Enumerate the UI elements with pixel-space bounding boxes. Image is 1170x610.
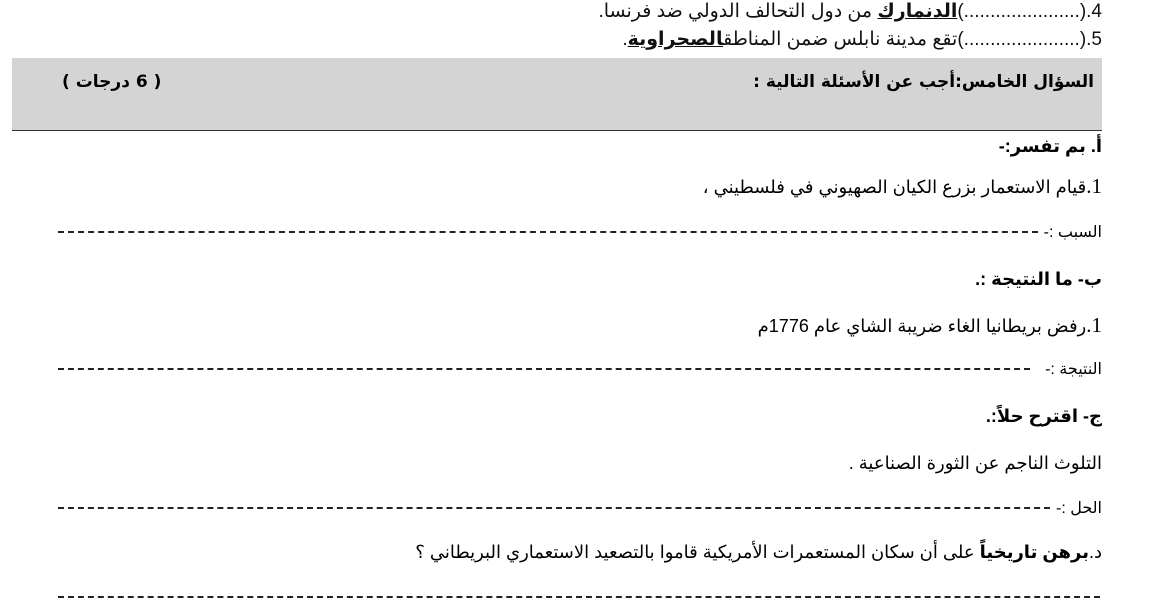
section-a-answer-line[interactable] [58, 231, 1038, 233]
section-d-answer-line[interactable] [58, 596, 1100, 598]
statement-4 [598, 0, 1102, 23]
section-d-question [415, 542, 1102, 563]
section-b-item-text: رفض بريطانيا الغاء ضريبة الشاي عام 1776م [757, 316, 1087, 336]
section-a-item-text: قيام الاستعمار بزرع الكيان الصهيوني في فلسطيني ، [702, 177, 1087, 197]
question-score: ( 6 درجات ) [62, 72, 162, 92]
statement-5-blank: ......................) [957, 29, 1080, 50]
section-c-answer-label: الحل :- [1056, 500, 1102, 517]
section-b-title: ب- ما النتيجة :. [975, 269, 1102, 289]
section-b-answer-line[interactable] [58, 368, 1030, 370]
section-a-title: أ. بم تفسر:- [998, 136, 1102, 156]
section-b-answer-label: النتيجة :- [1045, 361, 1102, 378]
section-b-item-number: 1. [1086, 313, 1102, 337]
statement-5-end: . [622, 29, 628, 50]
section-d-prefix: د. [1088, 542, 1102, 562]
question-title: السؤال الخامس:أجب عن الأسئلة التالية : [753, 72, 1094, 92]
section-a-item-number: 1. [1086, 174, 1102, 198]
section-c-title: ج- اقترح حلاً:. [985, 406, 1102, 426]
statement-4-number: 4.( [1079, 1, 1102, 22]
statement-4-blank: ......................) [957, 1, 1080, 22]
section-d-keyword: برهن تاريخياً [979, 542, 1089, 562]
question-header [12, 58, 1102, 131]
section-c-answer-line[interactable] [58, 507, 1050, 509]
section-c-item: التلوث الناجم عن الثورة الصناعية . [848, 453, 1102, 473]
statement-5-text: تقع مدينة نابلس ضمن المناطق [723, 29, 958, 50]
statement-5-keyword: الصحراوية [627, 29, 724, 50]
section-b-item [758, 313, 1102, 338]
section-d-text: على أن سكان المستعمرات الأمريكية قاموا بالتصعيد الاستعماري البريطاني ؟ [415, 542, 980, 562]
section-a-answer-label: السبب :- [1043, 224, 1102, 241]
statement-5-number: 5.( [1079, 29, 1102, 50]
section-a-item [703, 174, 1102, 199]
statement-4-keyword: الدنمارك [877, 1, 958, 22]
statement-4-text: من دول التحالف الدولي ضد فرنسا. [598, 1, 878, 22]
statement-5 [622, 28, 1102, 51]
